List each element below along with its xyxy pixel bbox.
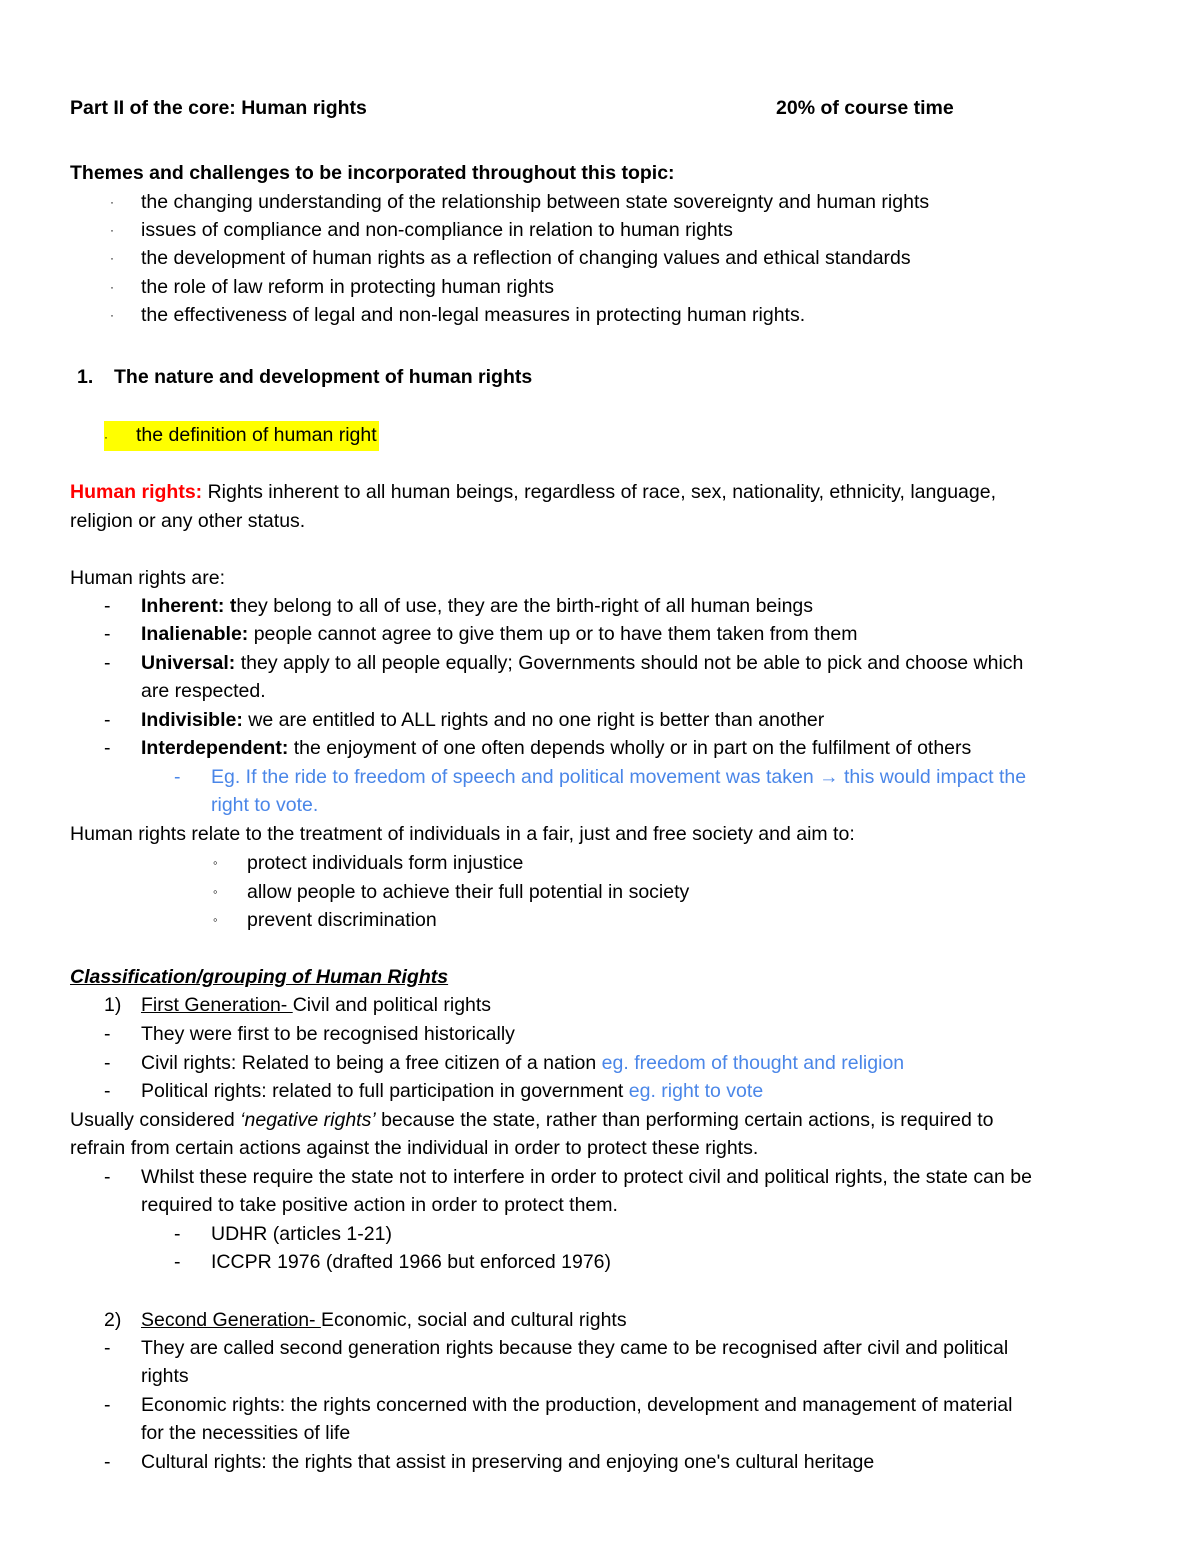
bullet-dash: -: [104, 1023, 111, 1045]
theme-item: the development of human rights as a reflection of changing values and ethical standards: [141, 247, 911, 269]
note-italic: ‘negative rights’: [240, 1109, 376, 1131]
bullet-circle: ◦: [213, 855, 218, 870]
aim-item: protect individuals form injustice: [247, 852, 524, 874]
bullet-circle: ◦: [213, 884, 218, 899]
bullet-dash: -: [174, 766, 181, 788]
whilst-line-2: required to take positive action in order to protect them.: [141, 1194, 618, 1216]
bullet-dash: -: [104, 1052, 111, 1074]
generation-number: 1): [104, 994, 122, 1016]
are-text: they apply to all people equally; Governments should not be able to pick and choose which: [235, 652, 1024, 674]
whilst-line: Whilst these require the state not to interfere in order to protect civil and political rights, the state can be: [141, 1166, 1032, 1188]
bullet-circle: ◦: [213, 912, 218, 927]
course-time: 20% of course time: [776, 97, 954, 119]
are-text: people cannot agree to give them up or to have them taken from them: [248, 623, 858, 645]
negative-rights-note-2: refrain from certain actions against the individual in order to protect these rights.: [70, 1137, 759, 1159]
first-gen-item: [141, 1077, 763, 1105]
are-item: [141, 620, 857, 648]
are-item: [141, 734, 971, 762]
bullet-dash: -: [104, 595, 111, 617]
generation-name: Civil and political rights: [292, 994, 492, 1016]
theme-item: the role of law reform in protecting human rights: [141, 276, 554, 298]
note-text-post: because the state, rather than performing certain actions, is required to: [375, 1109, 994, 1131]
bullet-dot: ·: [110, 280, 114, 294]
section-number: 1.: [77, 366, 94, 388]
first-gen-example: eg. freedom of thought and religion: [601, 1052, 905, 1074]
themes-heading: Themes and challenges to be incorporated throughout this topic:: [70, 162, 675, 184]
theme-item: the changing understanding of the relationship between state sovereignty and human rights: [141, 191, 930, 213]
bullet-dot: ·: [104, 430, 108, 444]
second-gen-item-continued: rights: [141, 1365, 189, 1387]
are-text: the enjoyment of one often depends wholly or in part on the fulfilment of others: [288, 737, 972, 759]
first-gen-example: eg. right to vote: [628, 1080, 764, 1102]
bullet-dash: -: [104, 1394, 111, 1416]
note-text: Usually considered: [70, 1109, 241, 1131]
bullet-dash: -: [104, 737, 111, 759]
are-intro: Human rights are:: [70, 567, 225, 589]
section-heading: The nature and development of human rights: [114, 366, 533, 388]
treaty-item: UDHR (articles 1-21): [211, 1223, 392, 1245]
aims-intro: Human rights relate to the treatment of individuals in a fair, just and free society and aim to:: [70, 823, 855, 845]
are-item-continued: are respected.: [141, 680, 266, 702]
bullet-dot: ·: [110, 251, 114, 265]
are-term: Indivisible:: [141, 709, 243, 731]
definition-text: Rights inherent to all human beings, regardless of race, sex, nationality, ethnicity, language,: [202, 481, 996, 503]
bullet-dot: ·: [110, 308, 114, 322]
aim-item: prevent discrimination: [247, 909, 437, 931]
page-title: Part II of the core: Human rights: [70, 97, 367, 119]
theme-item: the effectiveness of legal and non-legal measures in protecting human rights.: [141, 304, 806, 326]
generation-name: Economic, social and cultural rights: [320, 1309, 627, 1331]
bullet-dash: -: [104, 1080, 111, 1102]
are-term: Universal:: [141, 652, 236, 674]
generation-label: Second Generation-: [141, 1309, 321, 1331]
are-text: hey belong to all of use, they are the birth-right of all human beings: [236, 595, 814, 617]
definition-term: Human rights:: [70, 481, 203, 503]
first-gen-item: They were first to be recognised historically: [141, 1023, 515, 1045]
generation-title: [141, 991, 491, 1019]
second-gen-item: Cultural rights: the rights that assist in preserving and enjoying one's cultural heritage: [141, 1451, 875, 1473]
bullet-dash: -: [104, 1337, 111, 1359]
example-line: Eg. If the ride to freedom of speech and political movement was taken → this would impact the: [211, 766, 1027, 788]
generation-label: First Generation-: [141, 994, 293, 1016]
negative-rights-note: [70, 1106, 994, 1134]
highlighted-item: [104, 421, 379, 451]
classification-heading: Classification/grouping of Human Rights: [70, 966, 449, 988]
first-gen-text: Civil rights: Related to being a free citizen of a nation: [141, 1052, 602, 1074]
bullet-dash: -: [104, 1451, 111, 1473]
are-term: Inherent: t: [141, 595, 237, 617]
bullet-dot: ·: [110, 195, 114, 209]
theme-item: issues of compliance and non-compliance in relation to human rights: [141, 219, 733, 241]
bullet-dash: -: [174, 1251, 181, 1273]
treaty-item: ICCPR 1976 (drafted 1966 but enforced 1976): [211, 1251, 612, 1273]
bullet-dash: -: [174, 1223, 181, 1245]
second-gen-item-continued: for the necessities of life: [141, 1422, 351, 1444]
bullet-dash: -: [104, 1166, 111, 1188]
first-gen-text: Political rights: related to full participation in government: [141, 1080, 629, 1102]
generation-number: 2): [104, 1309, 122, 1331]
are-item: [141, 706, 824, 734]
are-term: Interdependent:: [141, 737, 289, 759]
are-term: Inalienable:: [141, 623, 249, 645]
second-gen-item: Economic rights: the rights concerned with the production, development and management of material: [141, 1394, 1013, 1416]
example-line-2: right to vote.: [211, 794, 319, 816]
definition-line: [70, 478, 996, 506]
aim-item: allow people to achieve their full potential in society: [247, 881, 690, 903]
are-text: we are entitled to ALL rights and no one right is better than another: [242, 709, 825, 731]
bullet-dash: -: [104, 709, 111, 731]
definition-line-2: religion or any other status.: [70, 510, 306, 532]
bullet-dot: ·: [110, 223, 114, 237]
are-item: [141, 592, 813, 620]
generation-title: [141, 1306, 627, 1334]
bullet-dash: -: [104, 652, 111, 674]
bullet-dash: -: [104, 623, 111, 645]
highlighted-text: the definition of human right: [136, 424, 377, 446]
first-gen-item: [141, 1049, 904, 1077]
second-gen-item: They are called second generation rights because they came to be recognised after civil and political: [141, 1337, 1009, 1359]
are-item: [141, 649, 1023, 677]
